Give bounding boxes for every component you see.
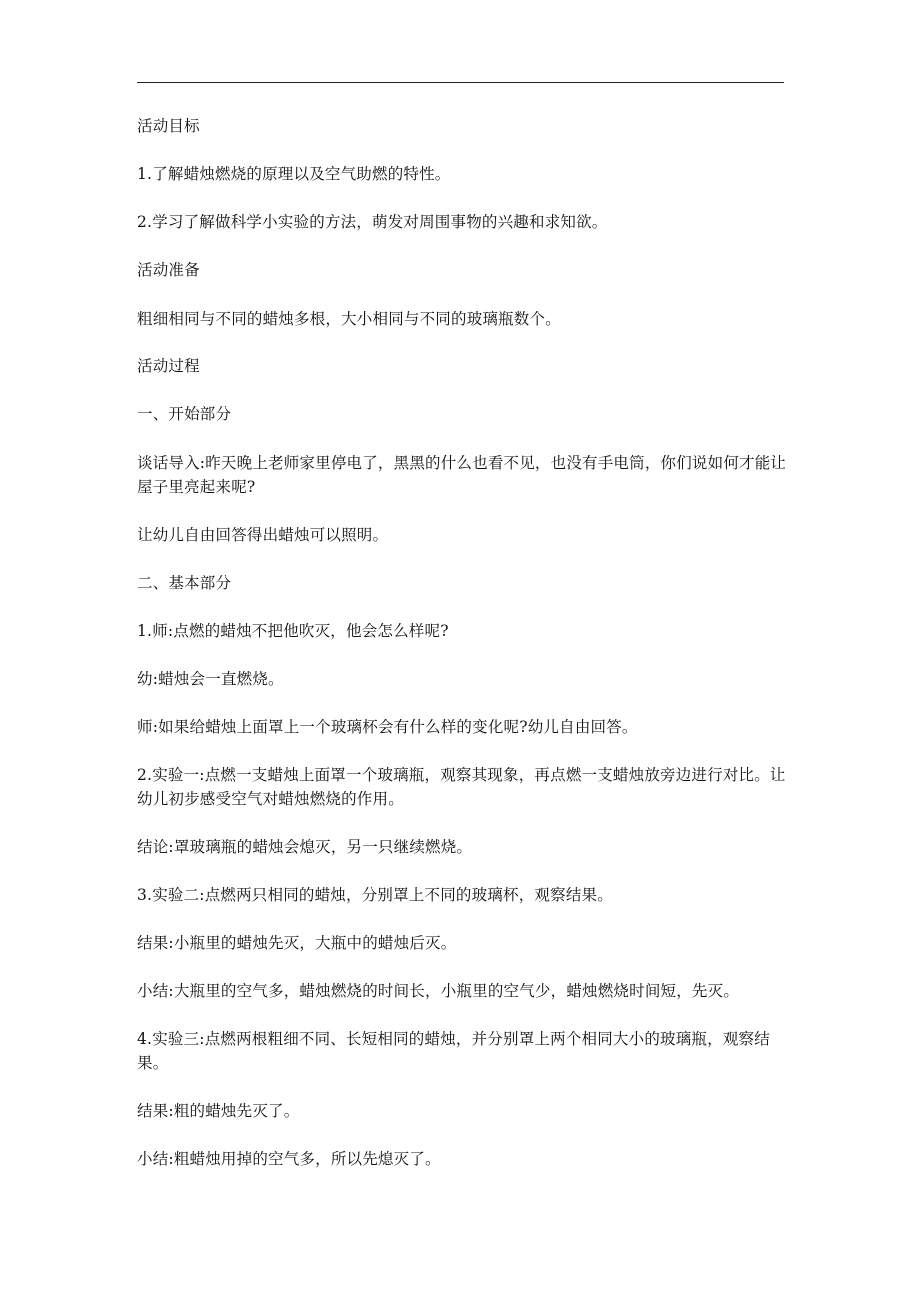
- experiment-3: 4.实验三:点燃两根粗细不同、长短相同的蜡烛，并分别罩上两个相同大小的玻璃瓶，观察结果。: [137, 1030, 770, 1072]
- experiment-1: 2.实验一:点燃一支蜡烛上面罩一个玻璃瓶，观察其现象，再点燃一支蜡烛放旁边进行对比。让幼儿初步感受空气对蜡烛燃烧的作用。: [137, 766, 786, 808]
- heading-activity-process: 活动过程: [137, 357, 200, 375]
- step-1-question: 1.师:点燃的蜡烛不把他吹灭，他会怎么样呢?: [137, 622, 449, 640]
- experiment-2-summary: 小结:大瓶里的空气多，蜡烛燃烧的时间长，小瓶里的空气少，蜡烛燃烧时间短，先灭。: [137, 982, 740, 1000]
- teacher-question: 师:如果给蜡烛上面罩上一个玻璃杯会有什么样的变化呢?幼儿自由回答。: [137, 718, 638, 736]
- intro-dialogue: 谈话导入:昨天晚上老师家里停电了，黑黑的什么也看不见，也没有手电筒，你们说如何才能让屋子里亮起来呢?: [137, 454, 787, 496]
- preparation-text: 粗细相同与不同的蜡烛多根，大小相同与不同的玻璃瓶数个。: [137, 310, 561, 328]
- section-heading-basic: 二、基本部分: [137, 574, 232, 592]
- goal-item-2: 2.学习了解做科学小实验的方法，萌发对周围事物的兴趣和求知欲。: [137, 213, 608, 231]
- heading-activity-goals: 活动目标: [137, 117, 200, 135]
- experiment-2: 3.实验二:点燃两只相同的蜡烛，分别罩上不同的玻璃杯，观察结果。: [137, 886, 613, 904]
- experiment-1-conclusion: 结论:罩玻璃瓶的蜡烛会熄灭，另一只继续燃烧。: [137, 838, 473, 856]
- experiment-3-summary: 小结:粗蜡烛用掉的空气多，所以先熄灭了。: [137, 1150, 441, 1168]
- experiment-2-result: 结果:小瓶里的蜡烛先灭，大瓶中的蜡烛后灭。: [137, 934, 457, 952]
- header-rule: [137, 82, 784, 83]
- free-answer-text: 让幼儿自由回答得出蜡烛可以照明。: [137, 526, 389, 544]
- child-answer: 幼:蜡烛会一直燃烧。: [137, 670, 284, 688]
- experiment-3-result: 结果:粗的蜡烛先灭了。: [137, 1102, 300, 1120]
- section-heading-start: 一、开始部分: [137, 405, 232, 423]
- goal-item-1: 1.了解蜡烛燃烧的原理以及空气助燃的特性。: [137, 165, 451, 183]
- heading-activity-preparation: 活动准备: [137, 261, 200, 279]
